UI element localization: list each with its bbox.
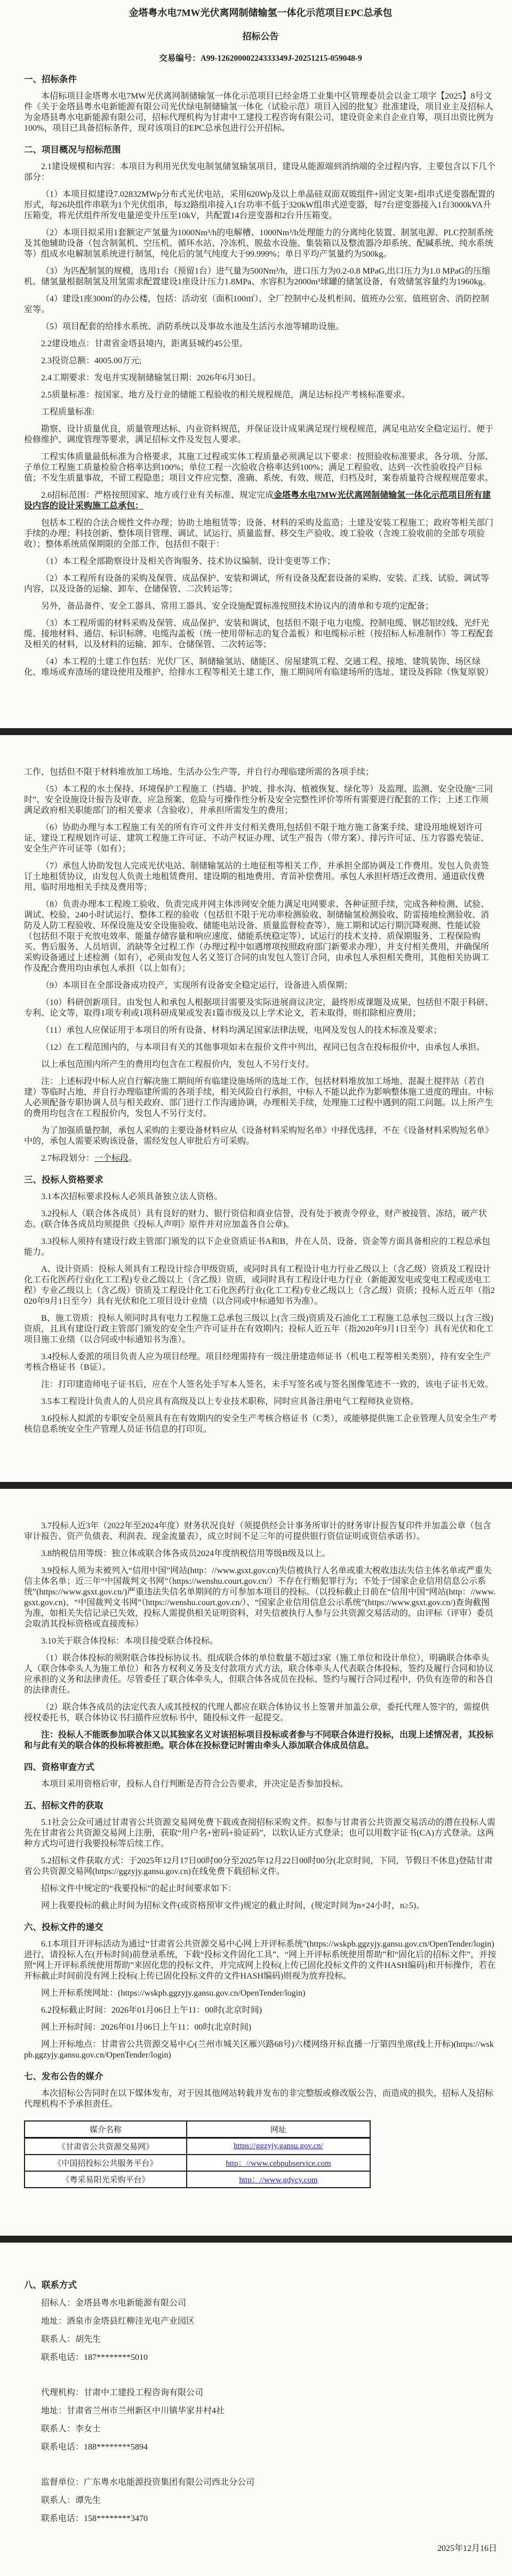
- paragraph: 3.10关于联合体投标：本项目接受联合体投标。: [41, 1637, 219, 1646]
- paragraph: 5.2招标文件获取方式：于2025年12月17日00时00分至2025年12月22日00时00分(北京时间，下同，节假日不休息)登陆甘肃省公共资源交易网(https://ggzyjy.gansu.gov.cn)在线免费下载招标文件。: [24, 1856, 493, 1876]
- paragraph: 网上开标时间：2026年01月06日上午11：00时(北京时间): [41, 2023, 252, 2032]
- paragraph: （1）本项目拟建设7.02832MWp分布式光伏电站，采用620Wp及以上单晶硅双面双玻组件+固定支架+组串式逆变器配置的形式，每26块组件串联为1个光伏组串，每32路组串接入1台功率不低于320kW组串式逆变器，每7台逆变器接入1台3000kVA升压箱变，将光伏组件所发电量逆变升压至10kV，共配置14台逆变器和2台升压箱变。: [24, 190, 495, 220]
- paragraph: （7）承包人协助发包人完成光伏电站、制储输氢站的土地征租等相关工作，并承担全部协调及工作费用。发包人负责签订土地租赁协议，由发包人负责土地租赁费用、建设期的租地费用、青苗补偿费用。承包人承担杆塔迁改费用、通道砍伐费用、临时用地相关手续及费用等；: [24, 862, 490, 892]
- contact-line: 联系人：李女士: [41, 2425, 101, 2434]
- media-table-header-row: [25, 2121, 370, 2138]
- contact-line: 地址：酒泉市金塔县红柳洼光电产业园区: [41, 2317, 195, 2326]
- paragraph: B、施工资质：投标人须同时具有电力工程施工总承包三级以上(含三级)资质及石油化工工程施工总承包三级以上(含三级)资质，且具有建设行政主管部门颁发的安全生产许可证并在有效期内；投标人近五年（指2020年9月1日至今）具有光伏和化工项目施工业绩（以合同或中标通知书为准）。: [24, 1314, 494, 1344]
- paragraph: （6）协助办理与本工程施工有关的所有许可文件并支付相关费用,包括但不限于地方施工备案手续、建设用地规划许可证、建设工程规划许可证、建筑工程施工许可证、不动产权证办理、试生产报告（带方案）、排污许可证、压力容器充装证、安全生产许可证等（如有）；: [24, 823, 490, 854]
- section-heading: 五、招标文件的获取: [24, 1800, 103, 1811]
- paragraph: 6.1本项目开评标活动为通过“甘肃省公共资源交易中心网上开评标系统”(https://wskpb.ggzyjy.gansu.gov.cn/OpenTender/login)进行，请投标人在(开标时间)前登录系统，下载“投标文件固化工具”、“网上开评标系统使用帮助”和“固化后的招标文件”，并按照“网上开评标系统使用帮助”来固化您的投标文件，并完成网上投标(上传已固化投标文件的文件HASH编码)和开标操作，若在开标截止时间前没有网上投标(上传已固化投标文件的文件HASH编码)则视为放弃投标。: [24, 1940, 497, 1981]
- blank-line-spacer: [24, 2363, 497, 2380]
- media-table-header-cell: 媒介名称: [25, 2121, 187, 2138]
- page-separator: [0, 1482, 512, 1489]
- contact-line: 联系人：谭先生: [41, 2496, 101, 2505]
- paragraph: 2.3投资总额：4005.00万元;: [41, 356, 142, 365]
- contact-line: 联系电话：187********5010: [41, 2353, 148, 2362]
- paragraph: 工程质量标准:: [41, 408, 95, 417]
- paragraph: 工程实体质量最低标准为合格要求，其施工过程或实体工程质量必须满足以下要求：按照验收标准要求，各分项、分部、子单位工程施工质量检验合格率达到100%；单位工程一次验收合格率达到100%；满足工程验收、达到一次性验收投产目标值；不发生质量事故，不留工程隐患；项目文件应完整、准确、系统、有效、规范，归档及时，案卷质量符合规程规范要求。: [24, 452, 494, 483]
- paragraph: （3）本工程所需的材料采购及保管、成品保护、安装和调试，包括但不限于电力电缆、控制电缆、钢芯铝绞线、光纤光缆、接地材料、通信、标识标牌、电缆沟盖板（统一使用带标志的复合盖板）和电缆标示桩（按招标人标准制作）等工程配套及相关的材料，以及材料的运输、卸车、仓储保管、二次转运等；: [24, 619, 494, 649]
- text-segment: 2.7标段划分：: [41, 1154, 95, 1163]
- contact-line: 代理机构：甘肃中工建投工程咨询有限公司: [41, 2388, 204, 2397]
- media-url-cell: [187, 2138, 370, 2155]
- paragraph: 3.8纳税信用等级：独立体或联合体各成员2024年度纳税信用等级B级及以上。: [41, 1549, 331, 1558]
- paragraph: 网上我要投标的截止时间为招标文件(或资格预审文件)规定的截止时间，(规定时间为n×24小时，n≥5)。: [41, 1901, 425, 1910]
- media-name-cell: 《粤采易阳光采购平台》: [25, 2171, 187, 2188]
- page-3: [0, 1489, 512, 2236]
- paragraph: （4）本工程的土建工作包括：光伏厂区、制储输氢站、储能区、房屋建筑工程、交通工程、接地、建筑装饰、场区绿化、堆场或弃渣场的建设使用及维护、给排水工程等相关土建工作，施工期间所有临建场所的选址、建设及拆除（恢复原貌）: [24, 657, 494, 677]
- text-segment: 一个标段: [94, 1154, 129, 1163]
- paragraph: 3.6投标人拟派的专职安全员须具有在有效期内的安全生产考核合格证书（C类），或能够提供施工企业管理人员安全生产考核信息系统安全生产管理人员证书信息的打印页。: [24, 1414, 497, 1434]
- paragraph: 3.9投标人须为未被列入“信用中国”网站(http：//www.gsxt.gov.cn)失信被执行人名单或重大税收违法失信主体名单或严重失信主体名单；近三年“中国裁判文书网”（https://wenshu.court.gov.cn/）不存在行贿犯罪行为；不处于“国家企业信用信息公示系统”(https://www.gsxt.gov.cn/)严重违法失信名单期间的方可参加本项目的投标。（以投标截止日前在“信用中国”网站(http：//www.gsxt.gov.cn)、“中国裁判文书网”（https://wenshu.court.gov.cn/）、“国家企业信用信息公示系统”(https://www.gsxt.gov.cn/)查询截图为准，如相关失信记录已失效，投标人需提供相关证明资料，对失信被执行人参与公共资源交易活动的，由评标（评审）委员会取消其投标资格或直接废标）: [24, 1566, 495, 1629]
- media-name-cell: 《中国招投标公共服务平台》: [25, 2155, 187, 2171]
- page-4: [0, 2243, 512, 2576]
- text-segment: 2.6招标范围：严格按照国家、地方或行业有关标准、规定完成: [41, 491, 274, 500]
- paragraph: （1）联合体投标的须附联合体投标协议书。组成联合体的单位数量不超过3家（施工单位和设计单位），明确联合体牵头人（联合体牵头人为施工单位）和各方权利义务及支付款项方式方法，联合体牵头人代表联合体投标，签约及履行合同和协议应承担的义务和法律责任。尽管委任了联合体牵头人，但联合体各成员在投标、签约与履行合同过程中，仍负有连带的和各自的法律责任。: [24, 1654, 494, 1695]
- text-segment: 金塔粤水电7MW光伏离网制储输氢一体化示范项目所有建设内容的设计采购施工总承包：: [24, 491, 491, 511]
- page-1: [0, 0, 512, 728]
- paragraph: A、设计资质：投标人须具有工程设计综合甲级资质，或同时具有工程设计电力行业乙级以上（含乙级）资质及工程设计化工石化医药行业(化工工程)专业乙级以上（含乙级）资质，或同时具有工程设计电力行业（新能源发电或变电工程或送电工程）专业乙级以上（含乙级）资质及工程设计化工石化医药行业(化工工程)专业乙级以上（含乙级）资质；投标人近五年（指2020年9月1日至今）具有光伏和化工项目设计业绩（以合同或中标通知书为准）。: [24, 1265, 495, 1306]
- section-heading: 八、联系方式: [24, 2280, 77, 2290]
- media-table-row: [25, 2171, 370, 2188]
- paragraph: 包括本工程的合法合规性文件办理；协助土地租赁等；设备、材料的采购及监造；土建及安装工程施工；政府等相关部门手续的办理；科技创新、整体项目管理、调试、试运行、质量监督、移交生产验收、竣工验收（含竣工验收前的全部专项验收）；整体系统质保期限的全部工作，包括但不限于：: [24, 519, 494, 549]
- paragraph: （2）本工程所有设备的采购及保管、成品保护、安装和调试，所有设备及配套设备的采购、安装、汇线、试验、调试等内容，以及设备的运输、卸车、仓储保管、二次转运等；: [24, 574, 490, 594]
- blank-line-spacer: [24, 2453, 497, 2470]
- paragraph: 本招标项目金塔粤水电7MW光伏离网制储输氢一体化示范项目已经金塔工业集中区管理委员会以金工项字【2025】8号文件《关于金塔县粤水电新能源有限公司光伏绿电制储输氢一体化（试验示范）项目入园的批复》批准建设，项目业主及招标人为金塔县粤水电新能源有限公司，招标代理机构为甘肃中工建投工程咨询有限公司，建设资金来自企业自筹，项目出资比例为100%，项目已具备招标条件，现对该项目的EPC总承包进行公开招标。: [24, 92, 494, 133]
- paragraph: 网上开标地点：甘肃省公共资源交易中心(兰州市城关区雁兴路68号)六楼网络开标直播一厅第四坐席(线上开标)(https://wskpb.ggzyjy.gansu.gov.cn/OpenTender/login): [24, 2040, 494, 2060]
- paragraph: 2.1建设规模和内容：本项目为利用光伏发电制氢储氢输氢项目，建设从能源端到消纳端的全过程内容，主要包含以下几个部分：: [24, 162, 496, 182]
- media-url-cell: [187, 2155, 370, 2171]
- media-url-link[interactable]: https://ggzyjy.gansu.gov.cn/: [234, 2142, 323, 2150]
- paragraph: 本项目采用资格后审，投标人自行判断是否符合公告要求，并决定是否参加投标。: [41, 1780, 349, 1789]
- media-table-row: [25, 2155, 370, 2171]
- paragraph: [24, 490, 497, 512]
- paragraph: 招标文件中规定的“我要投标”的起止时间要求如下：: [41, 1884, 237, 1893]
- paragraph: （5）本工程的水土保持、环境保护工程施工（挡墙、护坡、排水沟、植被恢复、绿化等）及监理、监测、安全设施“三同时”、安全设施设计报告及审查、应急预案、危险与可操作性分析及安全完整性评价等所有需要进行配套的工作；上述工作须满足政府相关职能部门的相关要求（含验收），并承担所需发生的费用；: [24, 785, 493, 815]
- paragraph: 注：打印建造师电子证书后，应在个人签名处手写本人签名，未手写签名或与签名图像笔迹不一致的，该电子证书无效。: [41, 1380, 494, 1389]
- paragraph: 3.2投标人（联合体各成员）具有良好的财力、银行资信和商业信誉，没有处于被责令停业，财产被接管、冻结，破产状态。(联合体各成员均须提供《投标人声明》原件并对应加盖各自公章)。: [24, 1209, 487, 1229]
- paragraph: 6.2投标截止时间：2026年01月06日上午11：00时(北京时间): [41, 2006, 262, 2015]
- media-url-link[interactable]: http：//www.cebpubservice.com: [226, 2159, 331, 2168]
- paragraph: （2）本项目拟采用1套额定产氢量为1000Nm³/h的电解槽、1000Nm³/h处理能力的分离纯化装置、制氢电源、PLC控制系统及其他辅助设备（包含制氮机、空压机、循环水站、冷冻机、脱盐水设施、集装箱以及整流器冷却系统、配碱系统、纯水系统等）组成水电解制氢系统进行制氢，纯化后的氢气纯度大于99.999%；单日平均产氢量约为500kg。: [24, 228, 494, 259]
- section-heading: 二、项目概况与招标范围: [24, 145, 121, 155]
- page-2: [0, 735, 512, 1482]
- paragraph: （10）科研创新项目。由发包人和承包人根据项目需要及实际进展商议决定，最终形成课题及成果，包括但不限于科研、专利、论文等，取得1项专利或1项科研成果或发表1篇市级及以上学术论文，若未取得，则扣除相应费用；: [24, 998, 494, 1018]
- section-heading: 六、投标文件的递交: [24, 1922, 103, 1932]
- page-separator: [0, 728, 512, 735]
- contact-line: 招标人：金塔县粤水电新能源有限公司: [41, 2299, 187, 2308]
- paragraph: 5.1社会公众可通过甘肃省公共资源交易网免费下载或查阅招标采购文件。拟参与甘肃省公共资源交易活动的潜在投标人需先在甘肃省公共资源交易网上注册，获取“用户名+密码+验证码”，以软认证方式登录；也可以用数字证书(CA)方式登录。这两种方式均可进行我要投标等后续工作。: [24, 1818, 496, 1848]
- paragraph: 网上开标系统网址：(https://wskpb.ggzyjy.gansu.gov.cn/OpenTender/login): [41, 1989, 306, 1998]
- media-name-cell: 《甘肃省公共资源交易网》: [25, 2138, 187, 2155]
- paragraph: （3）为匹配制氢的规模，选用1台（预留1台）进气量为500Nm³/h，进口压力为0.2-0.8 MPaG,出口压力为1.0 MPaG的压缩机。储氢量根据制氢及用氢需求配置建设1座设计压力1.8MPa、水容积为2000m³球罐的储氢设备，有效储氢容量约为1960kg。: [24, 267, 491, 286]
- section-heading: 一、招标条件: [24, 74, 77, 84]
- paragraph: 3.3投标人须持有建设行政主管部门颁发的以下企业资质证书A和B，并在人员、设备、资金等方面具备相应的工程总承包能力。: [24, 1237, 491, 1257]
- section-heading: 四、资格审查方式: [24, 1762, 94, 1772]
- contact-line: 联系电话：158********3470: [41, 2514, 148, 2523]
- paragraph: 注：上述标段中标人应自行解决施工期间所有临建设施场所的选址工作，包括材料堆放加工场地、混凝土搅拌站（若自建）等临时占地，并自行办理临建所需的各项手续，相关风险自行承担，中标人不能以此作为影响整体施工进度的理由。中标人必须配备专职协调人员与相关政府、部门进行工作沟通协调，办理相关手续，处理施工过程中遇到的阻工问题。以上所产生的费用均包含在工程报价内，发包人不另行支付。: [24, 1077, 494, 1118]
- contact-line: 联系电话：188********5894: [41, 2443, 148, 2452]
- section-heading: 三、投标人资格要求: [24, 1175, 103, 1185]
- paragraph: （1）本工程全部勘察设计及相关咨询服务、技术协议编制、设计变更等工作；: [41, 557, 336, 566]
- document-date: 2025年12月16日: [437, 2544, 497, 2553]
- paragraph: 2.4工期要求：发电并实现制储输氢日期：2026年6月30日。: [41, 373, 261, 382]
- paragraph: （4）建设1座300㎡的办公楼，包括：活动室（面积100㎡）、全厂控制中心及机柜间、值班办公室、值班宿舍、消防控制室等。: [24, 294, 490, 314]
- paragraph: 3.4投标人委派的项目负责人应为项目经理。项目经理需持有一级注册建造师证书（机电工程等相关类别），持有安全生产考核合格证书（B证）。: [24, 1352, 492, 1372]
- transaction-number: 交易编号：A99-12620000224333349J-20251215-059048-9: [159, 54, 362, 63]
- paragraph: 本次招标公告同时在以下媒体发布，对于因其他网站转载并发布的非完整版或修改版公告，而造成的损失，招标人及招标代理机构不予承担责任。: [24, 2089, 494, 2109]
- paragraph: （12）在工程范围内的，与本项目有关的其他事项如未在报价文件中列出，视同已包含在投标报价中，由承包人承担。: [41, 1043, 485, 1052]
- publish-media-table: [24, 2120, 371, 2188]
- paragraph-continuation: 工作，包括但不限于材料堆放加工场地、生活办公生产等，并自行办理临建所需的各项手续；: [24, 768, 374, 777]
- contact-line: 地址：甘肃省兰州市兰州新区中川镇华家井村4社: [41, 2406, 225, 2415]
- announcement-subtitle: 招标公告: [242, 31, 279, 42]
- paragraph: 3.5本工程设计负责人的人员应具有高级及以上专业技术职称，同时应具备注册电气工程师执业资格。: [41, 1397, 419, 1406]
- paragraph: 另外，备品备件、安全工器具、常用工器具、安全设施配置标准按照技术协议内的清单和专项约定配备；: [41, 602, 434, 611]
- paragraph-bold: 注：投标人不能既参加联合体又以其独家名义对该招标项目投标或者参与不同联合体进行投标，出现上述情况者，其投标和与此有关的联合体的投标将被拒绝。联合体在投标登记时需由牵头人添加联合体成员信息。: [24, 1730, 494, 1750]
- section-heading: 七、发布公告的媒介: [24, 2071, 103, 2081]
- paragraph: 为了加强质量控制，承包人采购的主要设备材料应从《设备材料采购短名单》中择优选择，不在《设备材料采购短名单》中的，承包人需要采购该设备，需经发包人审批后方可采购。: [24, 1126, 494, 1146]
- paragraph: （8）负责办理本工程竣工验收、负责完成并网主体涉网安全能力满足电网要求、各种证照手续，完成各种检测、试验、调试、校验、240小时试运行、整体工程的验收（包括但不限于光功率检测验收、制储输氢检测验收、防雷接地检测验收、消防及人防工程验收、环保设施及安全设施验收、储能电站设备、质量监督检查等）、施工期和试运行期沉降观测、性能试验（包括但不限于充放电效率、能量存储容量和响应速度、储能系统稳定等）、试运行的技术支持、质保期服务、工程保险购买、售后服务、人员培训、消缺等全过程工作（办理过程中如遇增项按照政府部门新要求办理），并支付相关费用，并确保所采购设备通过上述检测（如有），必须由发包人名义签订合同的由发包人签订合同，由承包人承担相关费用，其他相关协调工作及配合费用均由承包人承担（以上如有）；: [24, 900, 490, 973]
- paragraph: [24, 1153, 497, 1164]
- paragraph: （2）联合体各成员的法定代表人或其授权的代理人都应在联合体协议书上签署并加盖公章，委托代理人签字的，需提供授权委托书，联合体协议书扫描件应放标书中，随投标文件一起提交。: [24, 1703, 490, 1722]
- contact-line: 监督单位：广东粤水电能源投资集团有限公司西北分公司: [41, 2478, 255, 2487]
- contact-line: 联系人：胡先生: [41, 2335, 101, 2344]
- paragraph: 2.5质量标准：按国家、地方及行业的储能工程验收的相关规程规范，满足达标投产考核标准要求。: [41, 390, 411, 400]
- paragraph: 3.1本次招标要求投标人必须具备独立法人资格。: [41, 1192, 223, 1201]
- paragraph: （11）承包人应保证用于本项目的所有设备、材料均满足国家法律法规，电网及发包人的技术标准及要求；: [41, 1026, 442, 1035]
- paragraph: 勘察、设计质量优良，质量管理达标、内业资料规范，并保证设计成果满足现行规程规范，满足电站安全稳定运行、便于检修维护、调度管理等要求，满足招标文件及发包人要求。: [24, 425, 494, 444]
- media-url-link[interactable]: http：//www.gdycy.com: [239, 2176, 318, 2184]
- media-url-cell: [187, 2171, 370, 2188]
- text-segment: 。: [129, 1154, 138, 1163]
- document-title: 金塔粤水电7MW光伏离网制储输氢一体化示范项目EPC总承包: [129, 7, 393, 18]
- page-separator: [0, 2236, 512, 2243]
- paragraph: （9）本项目在全部设备成功投产，实现所有设备安全稳定运行，设备进入质保期；: [41, 981, 353, 990]
- media-table-row: [25, 2138, 370, 2155]
- media-table-header-cell: 网址: [187, 2121, 370, 2138]
- paragraph: （5）项目配套的给排水系统、消防系统以及事故水池及生活污水池等辅助设施。: [41, 322, 345, 331]
- paragraph: 以上承包范围内所产生的费用均包含在工程报价内，发包人不另行支付。: [41, 1060, 315, 1069]
- paragraph: 2.2建设地点：甘肃省金塔县境内，距离县城约45公里。: [41, 339, 249, 348]
- paragraph: 3.7投标人近3年（2022年至2024年度）财务状况良好（须提供经会计事务所审计的财务审计报告复印件并加盖公章（包含审计报告、资产负债表、利润表、现金流量表），成立时间不足三年的可提供银行资信证明或资信承诺书）。: [24, 1521, 492, 1541]
